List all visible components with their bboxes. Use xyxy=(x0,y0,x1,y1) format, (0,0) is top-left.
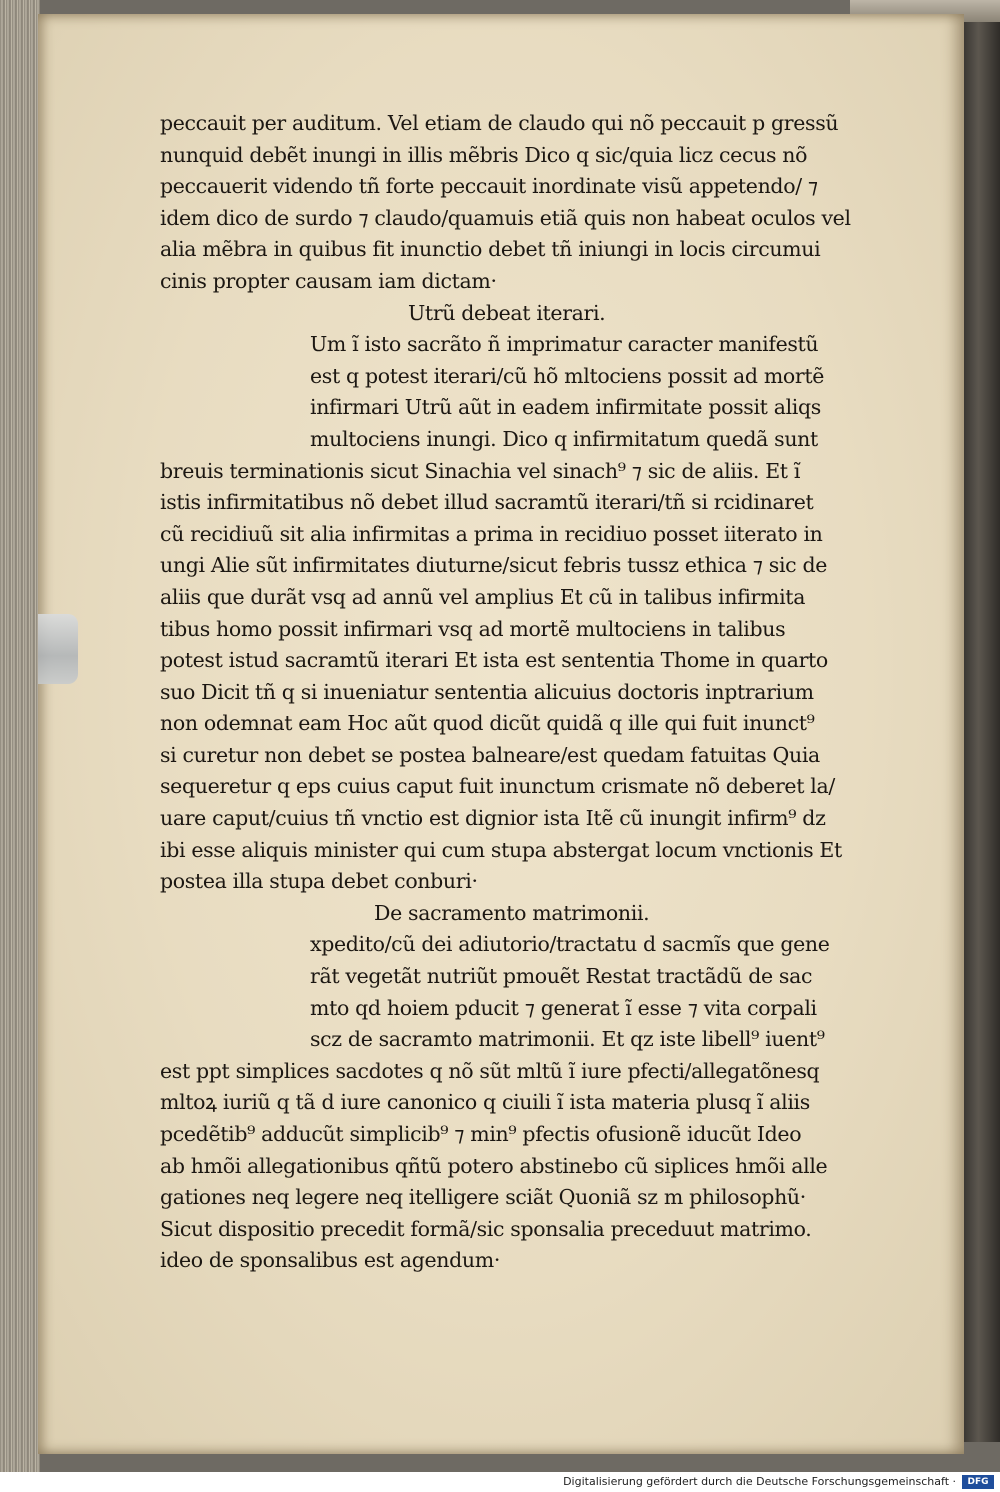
text-line: multociens inungi. Dico q infirmitatum quedã sunt xyxy=(310,426,818,451)
text-line: infirmari Utrũ aũt in eadem infirmitate possit aliqs xyxy=(310,395,821,420)
text-line: cũ recidiuũ sit alia infirmitas a prima in recidiuo posset iiterato in xyxy=(160,521,823,546)
page-clip xyxy=(38,614,78,684)
text-line: breuis terminationis sicut Sinachia vel sinach⁹ ⁊ sic de aliis. Et ĩ xyxy=(160,458,801,483)
digitization-footer xyxy=(0,1472,1000,1492)
text-line: uare caput/cuius tñ vnctio est dignior ista Itẽ cũ inungit infirm⁹ dz xyxy=(160,806,826,831)
text-line: potest istud sacramtũ iterari Et ista est sententia Thome in quarto xyxy=(160,648,828,673)
text-line: postea illa stupa debet conburi· xyxy=(160,869,478,894)
section-heading-matrimonii: De sacramento matrimonii. xyxy=(374,900,650,925)
text-line: mltoꝝ iuriũ q tã d iure canonico q ciuili ĩ ista materia plusq ĩ aliis xyxy=(160,1090,810,1115)
text-line: cinis propter causam iam dictam· xyxy=(160,268,497,293)
book-page-edges xyxy=(0,0,40,1472)
text-line: suo Dicit tñ q si inueniatur sententia alicuius doctoris inptrarium xyxy=(160,679,814,704)
text-line: si curetur non debet se postea balneare/est quedam fatuitas Quia xyxy=(160,742,820,767)
text-line: peccauit per auditum. Vel etiam de claudo qui nõ peccauit p gressũ xyxy=(160,111,839,135)
text-line: ibi esse aliquis minister qui cum stupa abstergat locum vnctionis Et xyxy=(160,837,842,862)
text-line: rãt vegetãt nutriũt pmouẽt Restat tractãdũ de sac xyxy=(310,964,813,989)
text-line: nunquid debẽt inungi in illis mẽbris Dico q sic/quia licz cecus nõ xyxy=(160,142,808,167)
text-line: est ppt simplices sacdotes q nõ sũt mltũ ĩ iure pfecti/allegatõnesq xyxy=(160,1058,820,1083)
text-line: xpedito/cũ dei adiutorio/tractatu d sacmĩs que gene xyxy=(310,932,830,957)
text-line: idem dico de surdo ⁊ claudo/quamuis etiã quis non habeat oculos vel xyxy=(160,205,851,230)
dfg-logo: DFG xyxy=(962,1475,994,1489)
text-line: ab hmõi allegationibus qñtũ potero abstinebo cũ siplices hmõi alle xyxy=(160,1153,828,1178)
funding-notice: Digitalisierung gefördert durch die Deutsche Forschungsgemeinschaft · xyxy=(563,1475,956,1488)
text-line: Sicut dispositio precedit formã/sic sponsalia preceduut matrimo. xyxy=(160,1216,812,1241)
page-text-block xyxy=(160,108,870,1277)
text-line: ideo de sponsalibus est agendum· xyxy=(160,1248,501,1273)
book-spine-shadow xyxy=(964,22,1000,1442)
text-line: sequeretur q eps cuius caput fuit inunctum crismate nõ deberet la/ xyxy=(160,774,835,799)
text-line: tibus homo possit infirmari vsq ad mortẽ multociens in talibus xyxy=(160,616,786,641)
text-line: istis infirmitatibus nõ debet illud sacramtũ iterari/tñ si rcidinaret xyxy=(160,490,814,515)
text-line: gationes neq legere neq itelligere sciãt Quoniã sz m philosophũ· xyxy=(160,1185,806,1210)
text-line: Um ĩ isto sacrãto ñ imprimatur caracter manifestũ xyxy=(310,332,819,357)
text-line: aliis que durãt vsq ad annũ vel amplius Et cũ in talibus infirmita xyxy=(160,584,806,609)
section-heading-iterari: Utrũ debeat iterari. xyxy=(408,300,606,325)
text-line: ungi Alie sũt infirmitates diuturne/sicut febris tussz ethica ⁊ sic de xyxy=(160,553,828,578)
text-line: est q potest iterari/cũ hõ mltociens possit ad mortẽ xyxy=(310,363,825,388)
text-line: mto qd hoiem pducit ⁊ generat ĩ esse ⁊ vita corpali xyxy=(310,995,817,1020)
text-line: non odemnat eam Hoc aũt quod dicũt quidã q ille qui fuit inunct⁹ xyxy=(160,711,815,736)
text-line: peccauerit videndo tñ forte peccauit inordinate visũ appetendo/ ⁊ xyxy=(160,174,818,199)
text-line: pcedẽtib⁹ adducũt simplicib⁹ ⁊ min⁹ pfectis ofusionẽ iducũt Ideo xyxy=(160,1122,802,1146)
text-line: scz de sacramto matrimonii. Et qz iste libell⁹ iuent⁹ xyxy=(310,1027,825,1052)
text-line: alia mẽbra in quibus fit inunctio debet tñ iniungi in locis circumui xyxy=(160,237,821,262)
